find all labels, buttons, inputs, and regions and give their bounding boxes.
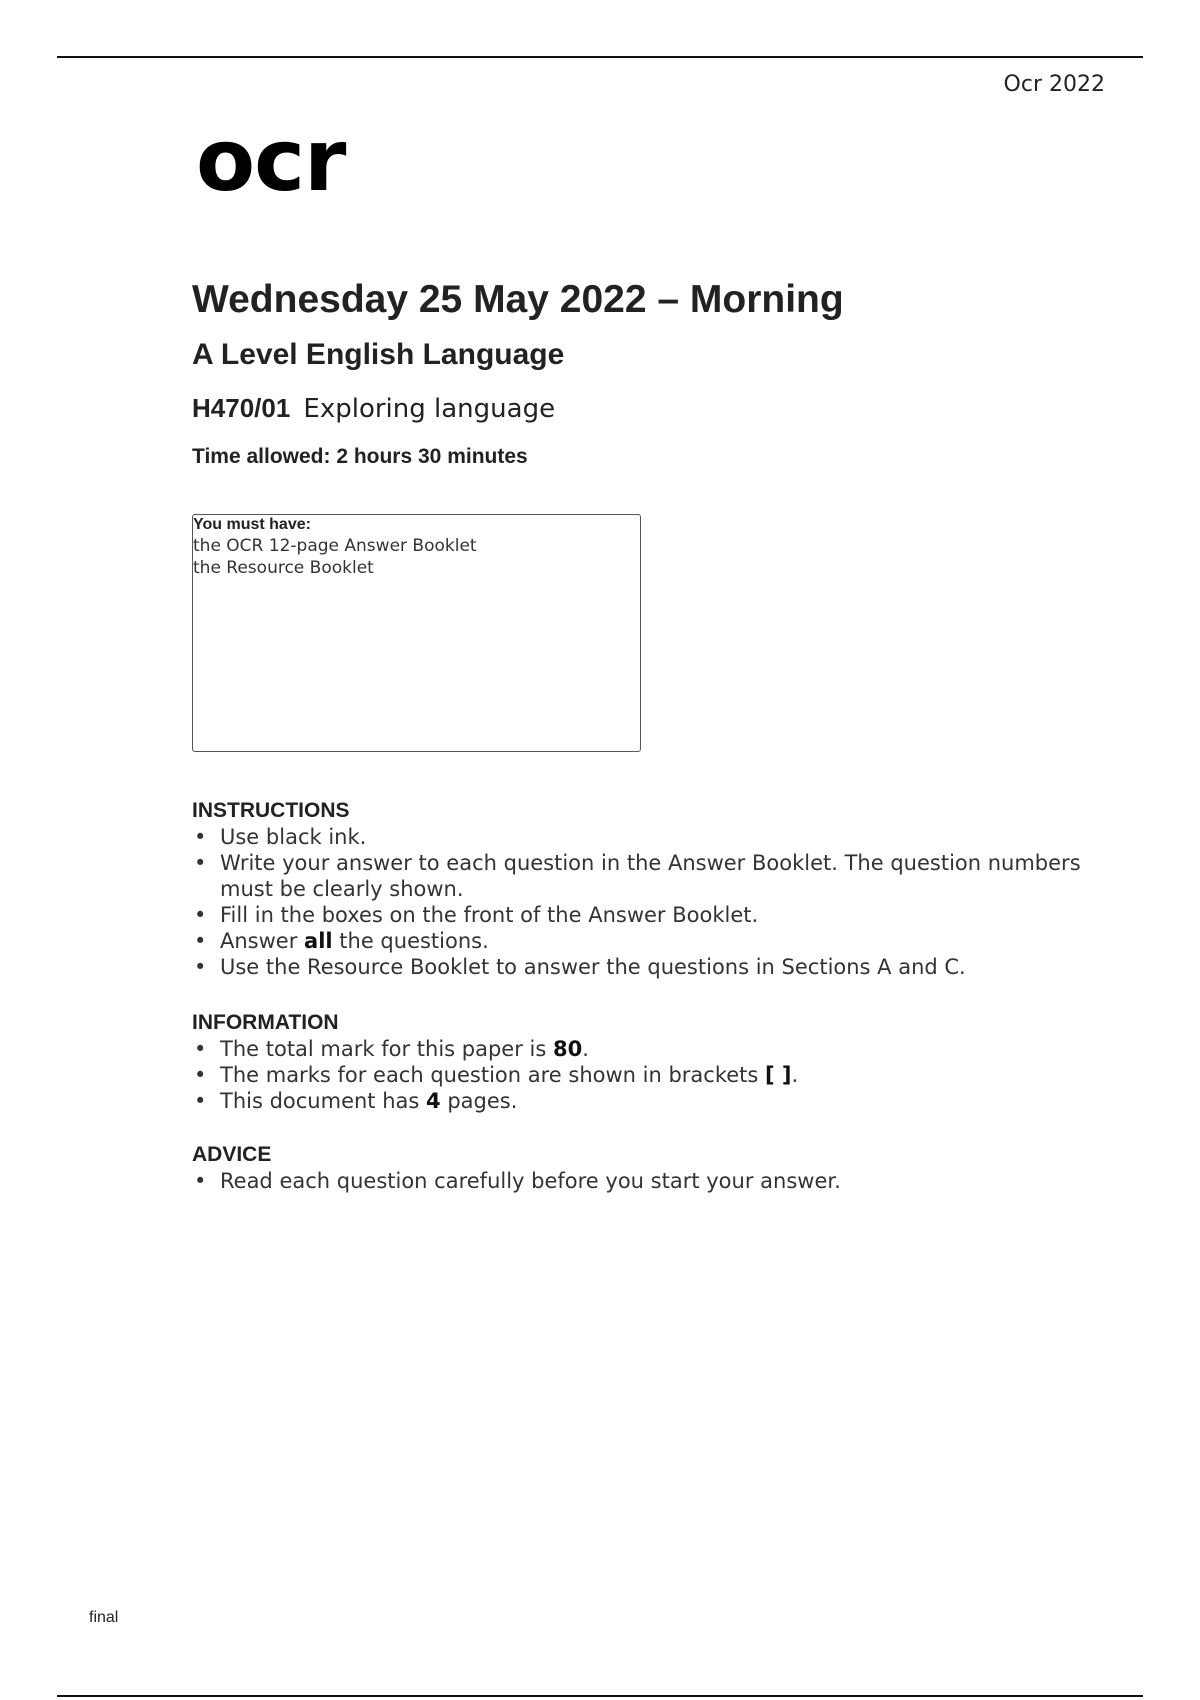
bullet-text: Fill in the boxes on the front of the Answer Booklet. (220, 903, 759, 927)
bullet-item (192, 902, 1092, 928)
bullet-bold-text: all (304, 929, 333, 953)
ocr-logo: ocr (196, 111, 346, 211)
paper-name: Exploring language (303, 394, 556, 424)
bullet-text: Use black ink. (220, 825, 367, 849)
instructions-list (192, 824, 1092, 980)
bullet-dot: • (194, 1037, 207, 1061)
bullet-item (192, 1062, 1092, 1088)
bullet-dot: • (194, 1063, 207, 1087)
advice-list (192, 1168, 1092, 1194)
bullet-text: Use the Resource Booklet to answer the questions in Sections A and C. (220, 955, 966, 979)
bullet-item (192, 954, 1092, 980)
must-have-heading: You must have: (193, 516, 311, 533)
bullet-dot: • (194, 825, 207, 849)
paper-line (192, 393, 555, 424)
bullet-text: . (791, 1063, 799, 1087)
must-have-item: the Resource Booklet (193, 558, 374, 578)
bullet-item (192, 1088, 1092, 1114)
information-section (192, 1010, 1092, 1114)
footer-note: final (89, 1609, 119, 1626)
information-heading: INFORMATION (192, 1011, 339, 1034)
bullet-item (192, 824, 1092, 850)
must-have-item: the OCR 12-page Answer Booklet (193, 536, 477, 556)
bullet-item (192, 928, 1092, 954)
advice-heading: ADVICE (192, 1143, 272, 1166)
qualification-title: A Level English Language (192, 338, 565, 371)
bullet-text: pages. (440, 1089, 518, 1113)
bullet-text: This document has (220, 1089, 427, 1113)
top-rule (57, 56, 1143, 58)
advice-section (192, 1142, 1092, 1194)
bullet-text: Answer (220, 929, 305, 953)
bullet-item (192, 1168, 1092, 1194)
bullet-dot: • (194, 955, 207, 979)
bullet-dot: • (194, 929, 207, 953)
bullet-text: Write your answer to each question in the Answer Booklet. The question numbers must be clearly shown. (220, 851, 1081, 901)
header-code: Ocr 2022 (1003, 72, 1105, 97)
bullet-item (192, 850, 1092, 902)
instructions-section (192, 798, 1092, 980)
must-have-box (192, 514, 641, 752)
information-list (192, 1036, 1092, 1114)
bullet-text: . (582, 1037, 589, 1061)
bullet-bold-text: [ ] (765, 1063, 792, 1087)
bullet-text: the questions. (332, 929, 489, 953)
bullet-text: The marks for each question are shown in brackets (220, 1063, 766, 1087)
time-allowed: Time allowed: 2 hours 30 minutes (192, 445, 528, 468)
paper-code: H470/01 (192, 393, 291, 423)
bottom-rule (57, 1695, 1143, 1697)
exam-date-title: Wednesday 25 May 2022 – Morning (192, 278, 844, 321)
bullet-dot: • (194, 1089, 207, 1113)
instructions-heading: INSTRUCTIONS (192, 799, 350, 822)
bullet-dot: • (194, 851, 207, 875)
bullet-dot: • (194, 1169, 207, 1193)
bullet-item (192, 1036, 1092, 1062)
bullet-text: Read each question carefully before you start your answer. (220, 1169, 841, 1193)
bullet-dot: • (194, 903, 207, 927)
bullet-text: The total mark for this paper is (220, 1037, 553, 1061)
bullet-bold-text: 4 (426, 1089, 441, 1113)
bullet-bold-text: 80 (552, 1037, 583, 1061)
